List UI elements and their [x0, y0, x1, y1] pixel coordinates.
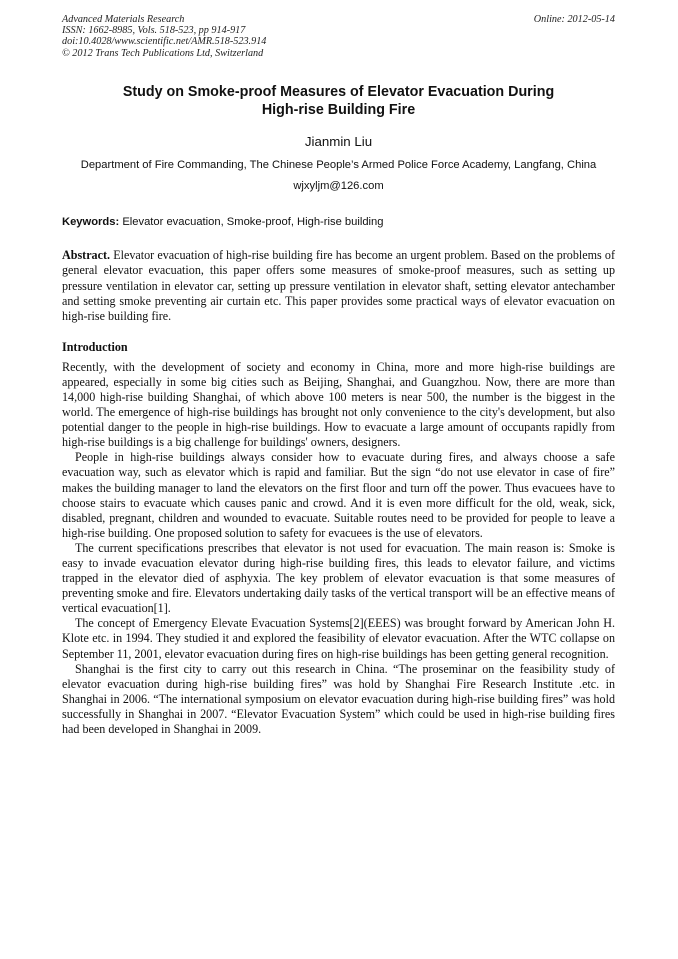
header-citation-block — [62, 14, 615, 59]
paper-title-line-2: High-rise Building Fire — [261, 101, 416, 118]
author-name: Jianmin Liu — [304, 133, 373, 149]
keywords-text: Elevator evacuation, Smoke-proof, High-rise building — [122, 216, 384, 229]
author-affiliation: Department of Fire Commanding, The Chinese People’s Armed Police Force Academy, Langfang, China — [80, 158, 597, 171]
paper-title — [62, 83, 615, 119]
paragraph: The current specifications prescribes that elevator is not used for evacuation. The main reason is: Smoke is easy to invade evacuation elevator during high-rise building fires, this leads to elevator failure, and victims trapped in the elevator died of asphyxia. The key problem of elevator evacuation is that some measures of preventing smoke and fire. Elevators undertaking daily tasks of the vertical transport will be an effective means of vertical evacuation[1]. — [62, 540, 615, 616]
doi-line: doi:10.4028/www.scientific.net/AMR.518-523.914 — [62, 36, 267, 48]
paper-page — [62, 14, 615, 737]
section-heading-introduction: Introduction — [62, 339, 128, 354]
paragraph: Shanghai is the first city to carry out this research in China. “The proseminar on the feasibility study of elevator evacuation during high-rise building fires” was hold by Shanghai Fire Research Institute .etc. in Shanghai in 2006. “The international symposium on elevator evacuation during high-rise building fires” was hold successfully in Shanghai in 2007. “Elevator Evacuation System” which could be used in high-rise building fires had been developed in Shanghai in 2009. — [62, 661, 615, 737]
issn-line: ISSN: 1662-8985, Vols. 518-523, pp 914-917 — [62, 25, 246, 37]
introduction-body — [62, 360, 615, 737]
journal-header — [62, 14, 615, 59]
abstract-label: Abstract. — [62, 248, 111, 263]
abstract — [62, 248, 615, 323]
paragraph: People in high-rise buildings always consider how to evacuate during fires, and always choose a safe evacuation way, such as elevator which is rapid and familiar. But the sign “do not use elevator in case of fire” makes the building manager to land the elevators on the first floor and turn off the power. Thus evacuees have to choose stairs to evacuate which causes panic and crowd. And it is even more difficult for the old, weak, sick, disabled, pregnant, children and wounded to evacuate. Suitable routes need to be provided for people to leave a high-rise building. One proposed solution to safety for evacuees is the use of elevators. — [62, 450, 615, 540]
keywords — [62, 215, 615, 229]
author-email: wjxyljm@126.com — [293, 180, 384, 193]
online-date: Online: 2012-05-14 — [533, 14, 615, 25]
abstract-text: Elevator evacuation of high-rise building fire has become an urgent problem. Based on the problems of general elevator evacuation, this paper offers some measures of smoke-proof measures, such as setting up pressure ventilation in elevator car, setting up pressure ventilation in elevator shaft, setting elevator antechamber and setting smoke preventing air curtain etc. This paper provides some practical ways of elevator evacuation on high-rise building fire. — [62, 248, 615, 323]
keywords-label: Keywords: — [62, 216, 120, 229]
paragraph: Recently, with the development of society and economy in China, more and more high-rise buildings are appeared, especially in some big cities such as Beijing, Shanghai, and Guangzhou. Now, there are more than 14,000 high-rise building Shanghai, of which above 100 meters is near 500, the number is the biggest in the world. The emergence of high-rise buildings has brought not only convenience to the city's development, but also potential danger to the people in high-rise buildings. How to evacuate a large amount of occupants rapidly from high-rise buildings is a big challenge for buildings' owners, designers. — [62, 359, 615, 450]
paper-title-line-1: Study on Smoke-proof Measures of Elevator Evacuation During — [122, 83, 555, 100]
paragraph: The concept of Emergency Elevate Evacuation Systems[2](EEES) was brought forward by American John H. Klote etc. in 1994. They studied it and explored the feasibility of elevator evacuation. After the WTC collapse on September 11, 2001, elevator evacuation during fires on high-rise buildings has been getting general recognition. — [62, 616, 615, 661]
journal-name: Advanced Materials Research — [62, 14, 185, 25]
copyright-line: © 2012 Trans Tech Publications Ltd, Switzerland — [62, 47, 264, 59]
